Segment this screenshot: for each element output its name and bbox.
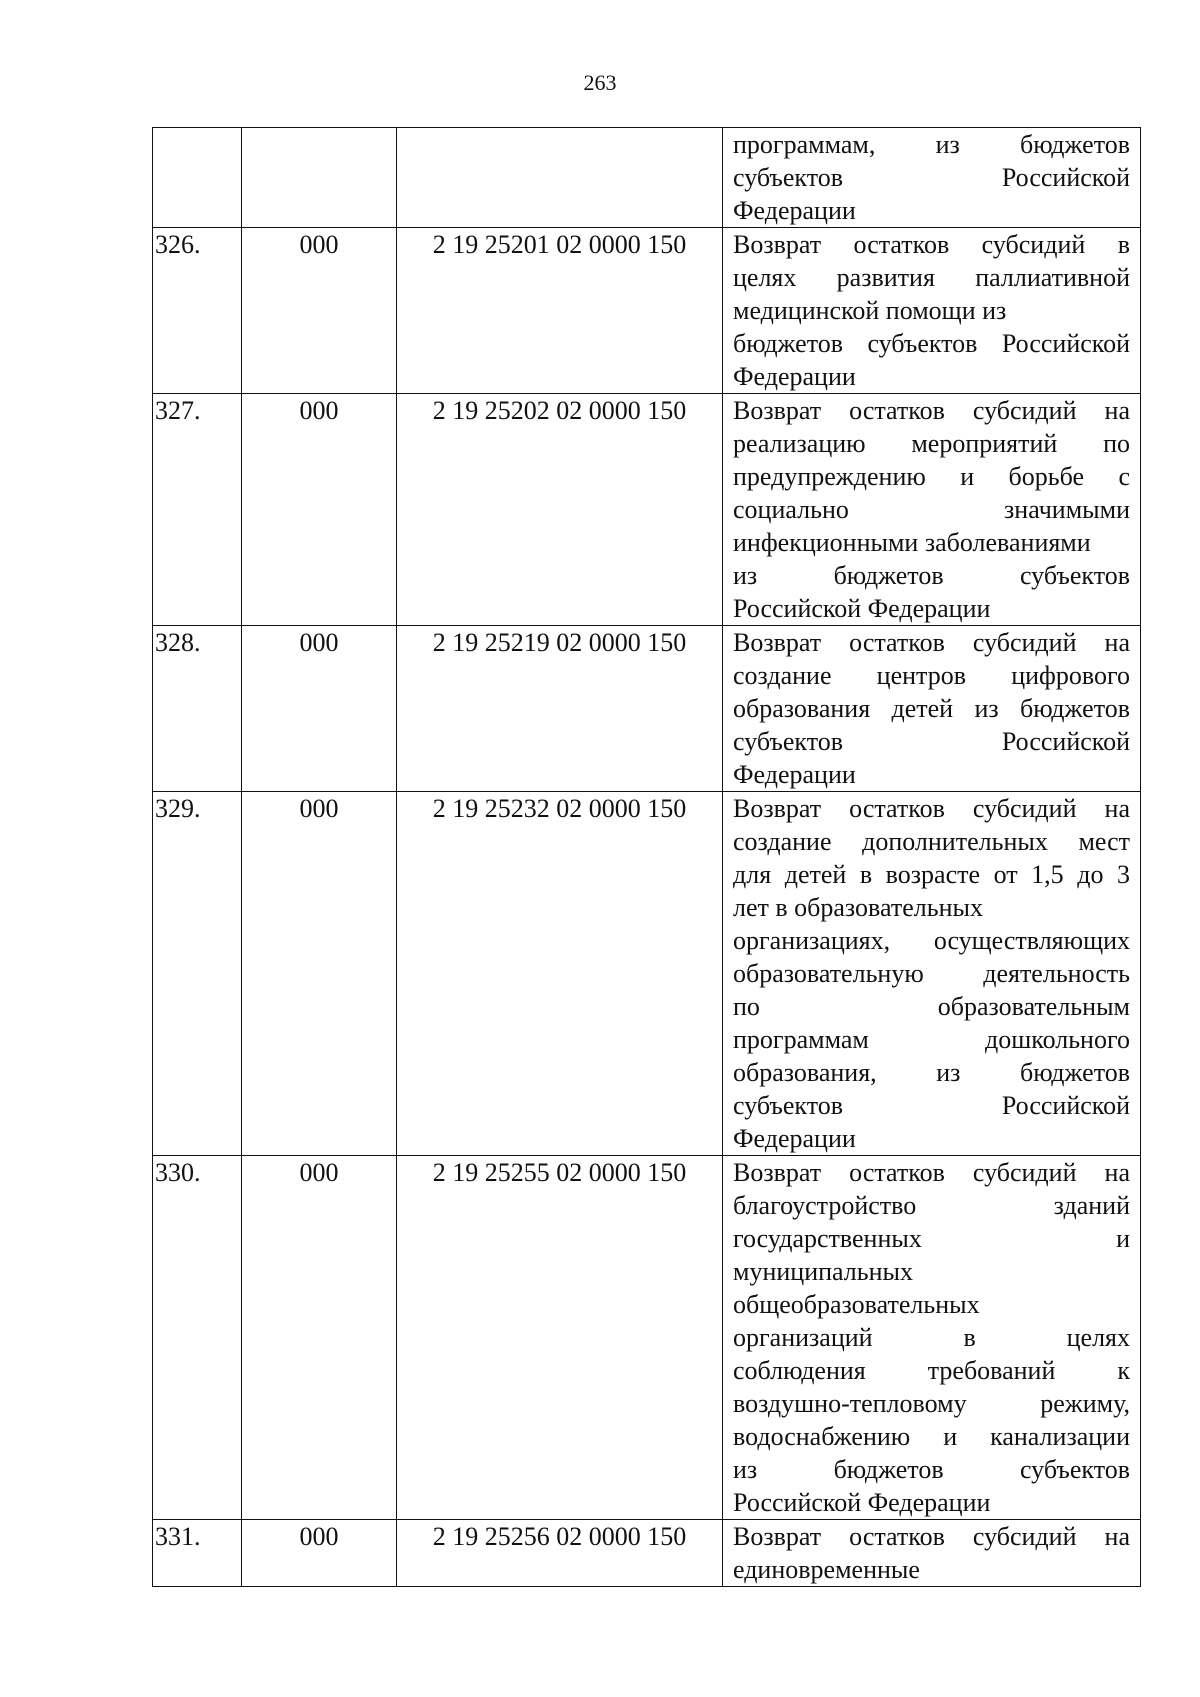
income-name-line: лет в образовательных (733, 893, 983, 922)
income-name-line: Федерации (733, 1124, 856, 1153)
table-row (153, 1520, 1141, 1587)
page-number: 263 (583, 70, 617, 95)
income-name-line: медицинской помощи из (733, 296, 1007, 325)
income-name-line: создание дополнительных мест (733, 827, 1130, 856)
income-name-line: субъектов Российской (733, 727, 1130, 756)
income-name-line: бюджетов субъектов Российской (733, 329, 1130, 358)
budget-code-cell: 2 19 25256 02 0000 150 (397, 1520, 723, 1587)
income-name-line: для детей в возрасте от 1,5 до 3 (733, 860, 1130, 889)
budget-code-cell: 2 19 25202 02 0000 150 (397, 394, 723, 626)
income-name-line: государственных и (733, 1224, 1130, 1253)
income-name-cell (723, 792, 1141, 1156)
row-number-cell: 326. (153, 228, 242, 394)
budget-code-cell: 2 19 25255 02 0000 150 (397, 1156, 723, 1520)
income-name-line: Федерации (733, 362, 856, 391)
income-name-line: реализацию мероприятий по (733, 429, 1130, 458)
income-name-line: организациях, осуществляющих (733, 926, 1130, 955)
income-name-line: инфекционными заболеваниями (733, 528, 1091, 557)
income-name-cell (723, 1156, 1141, 1520)
table-row (153, 1156, 1141, 1520)
income-name-line: по образовательным (733, 992, 1130, 1021)
income-name-line: соблюдения требований к (733, 1356, 1130, 1385)
income-name-line: из бюджетов субъектов (733, 561, 1130, 590)
table-row (153, 394, 1141, 626)
income-name-line: общеобразовательных (733, 1290, 980, 1319)
income-name-line: образования, из бюджетов (733, 1058, 1130, 1087)
income-name-cell (723, 626, 1141, 792)
income-name-line: водоснабжению и канализации (733, 1422, 1130, 1451)
income-name-line: программам, из бюджетов (733, 130, 1130, 159)
income-name-cell (723, 128, 1141, 228)
income-name-line: Возврат остатков субсидий на (733, 1522, 1130, 1551)
income-name-line: создание центров цифрового (733, 661, 1130, 690)
income-name-line: социально значимыми (733, 495, 1130, 524)
admin-code-cell (242, 128, 397, 228)
admin-code-cell: 000 (242, 792, 397, 1156)
income-name-line: благоустройство зданий (733, 1191, 1130, 1220)
income-name-line: организаций в целях (733, 1323, 1130, 1352)
admin-code-cell: 000 (242, 1156, 397, 1520)
table-row (153, 626, 1141, 792)
income-name-cell (723, 228, 1141, 394)
income-name-line: Возврат остатков субсидий в (733, 230, 1130, 259)
income-name-line: Возврат остатков субсидий на (733, 628, 1130, 657)
income-name-cell (723, 1520, 1141, 1587)
table-row (153, 228, 1141, 394)
row-number-cell: 329. (153, 792, 242, 1156)
income-name-line: Возврат остатков субсидий на (733, 794, 1130, 823)
row-number-cell (153, 128, 242, 228)
admin-code-cell: 000 (242, 394, 397, 626)
income-name-line: Федерации (733, 760, 856, 789)
table-body (153, 128, 1141, 1587)
income-name-line: программам дошкольного (733, 1025, 1130, 1054)
budget-codes-table (152, 127, 1141, 1587)
income-name-line: муниципальных (733, 1257, 914, 1286)
income-name-line: единовременные (733, 1555, 920, 1584)
row-number-cell: 328. (153, 626, 242, 792)
row-number-cell: 330. (153, 1156, 242, 1520)
row-number-cell: 331. (153, 1520, 242, 1587)
budget-code-cell: 2 19 25219 02 0000 150 (397, 626, 723, 792)
income-name-line: воздушно-тепловому режиму, (733, 1389, 1130, 1418)
income-name-line: образования детей из бюджетов (733, 694, 1130, 723)
income-name-line: образовательную деятельность (733, 959, 1130, 988)
income-name-line: Возврат остатков субсидий на (733, 1158, 1130, 1187)
row-number-cell: 327. (153, 394, 242, 626)
income-name-line: Российской Федерации (733, 1488, 991, 1517)
budget-code-cell: 2 19 25232 02 0000 150 (397, 792, 723, 1156)
income-name-line: Федерации (733, 196, 856, 225)
income-name-line: субъектов Российской (733, 1091, 1130, 1120)
income-name-line: из бюджетов субъектов (733, 1455, 1130, 1484)
admin-code-cell: 000 (242, 228, 397, 394)
income-name-line: Российской Федерации (733, 594, 991, 623)
income-name-line: целях развития паллиативной (733, 263, 1130, 292)
budget-code-cell: 2 19 25201 02 0000 150 (397, 228, 723, 394)
table-row (153, 792, 1141, 1156)
income-name-line: предупреждению и борьбе с (733, 462, 1130, 491)
budget-code-cell (397, 128, 723, 228)
admin-code-cell: 000 (242, 1520, 397, 1587)
income-name-cell (723, 394, 1141, 626)
income-name-line: Возврат остатков субсидий на (733, 396, 1130, 425)
table-row (153, 128, 1141, 228)
admin-code-cell: 000 (242, 626, 397, 792)
income-name-line: субъектов Российской (733, 163, 1130, 192)
